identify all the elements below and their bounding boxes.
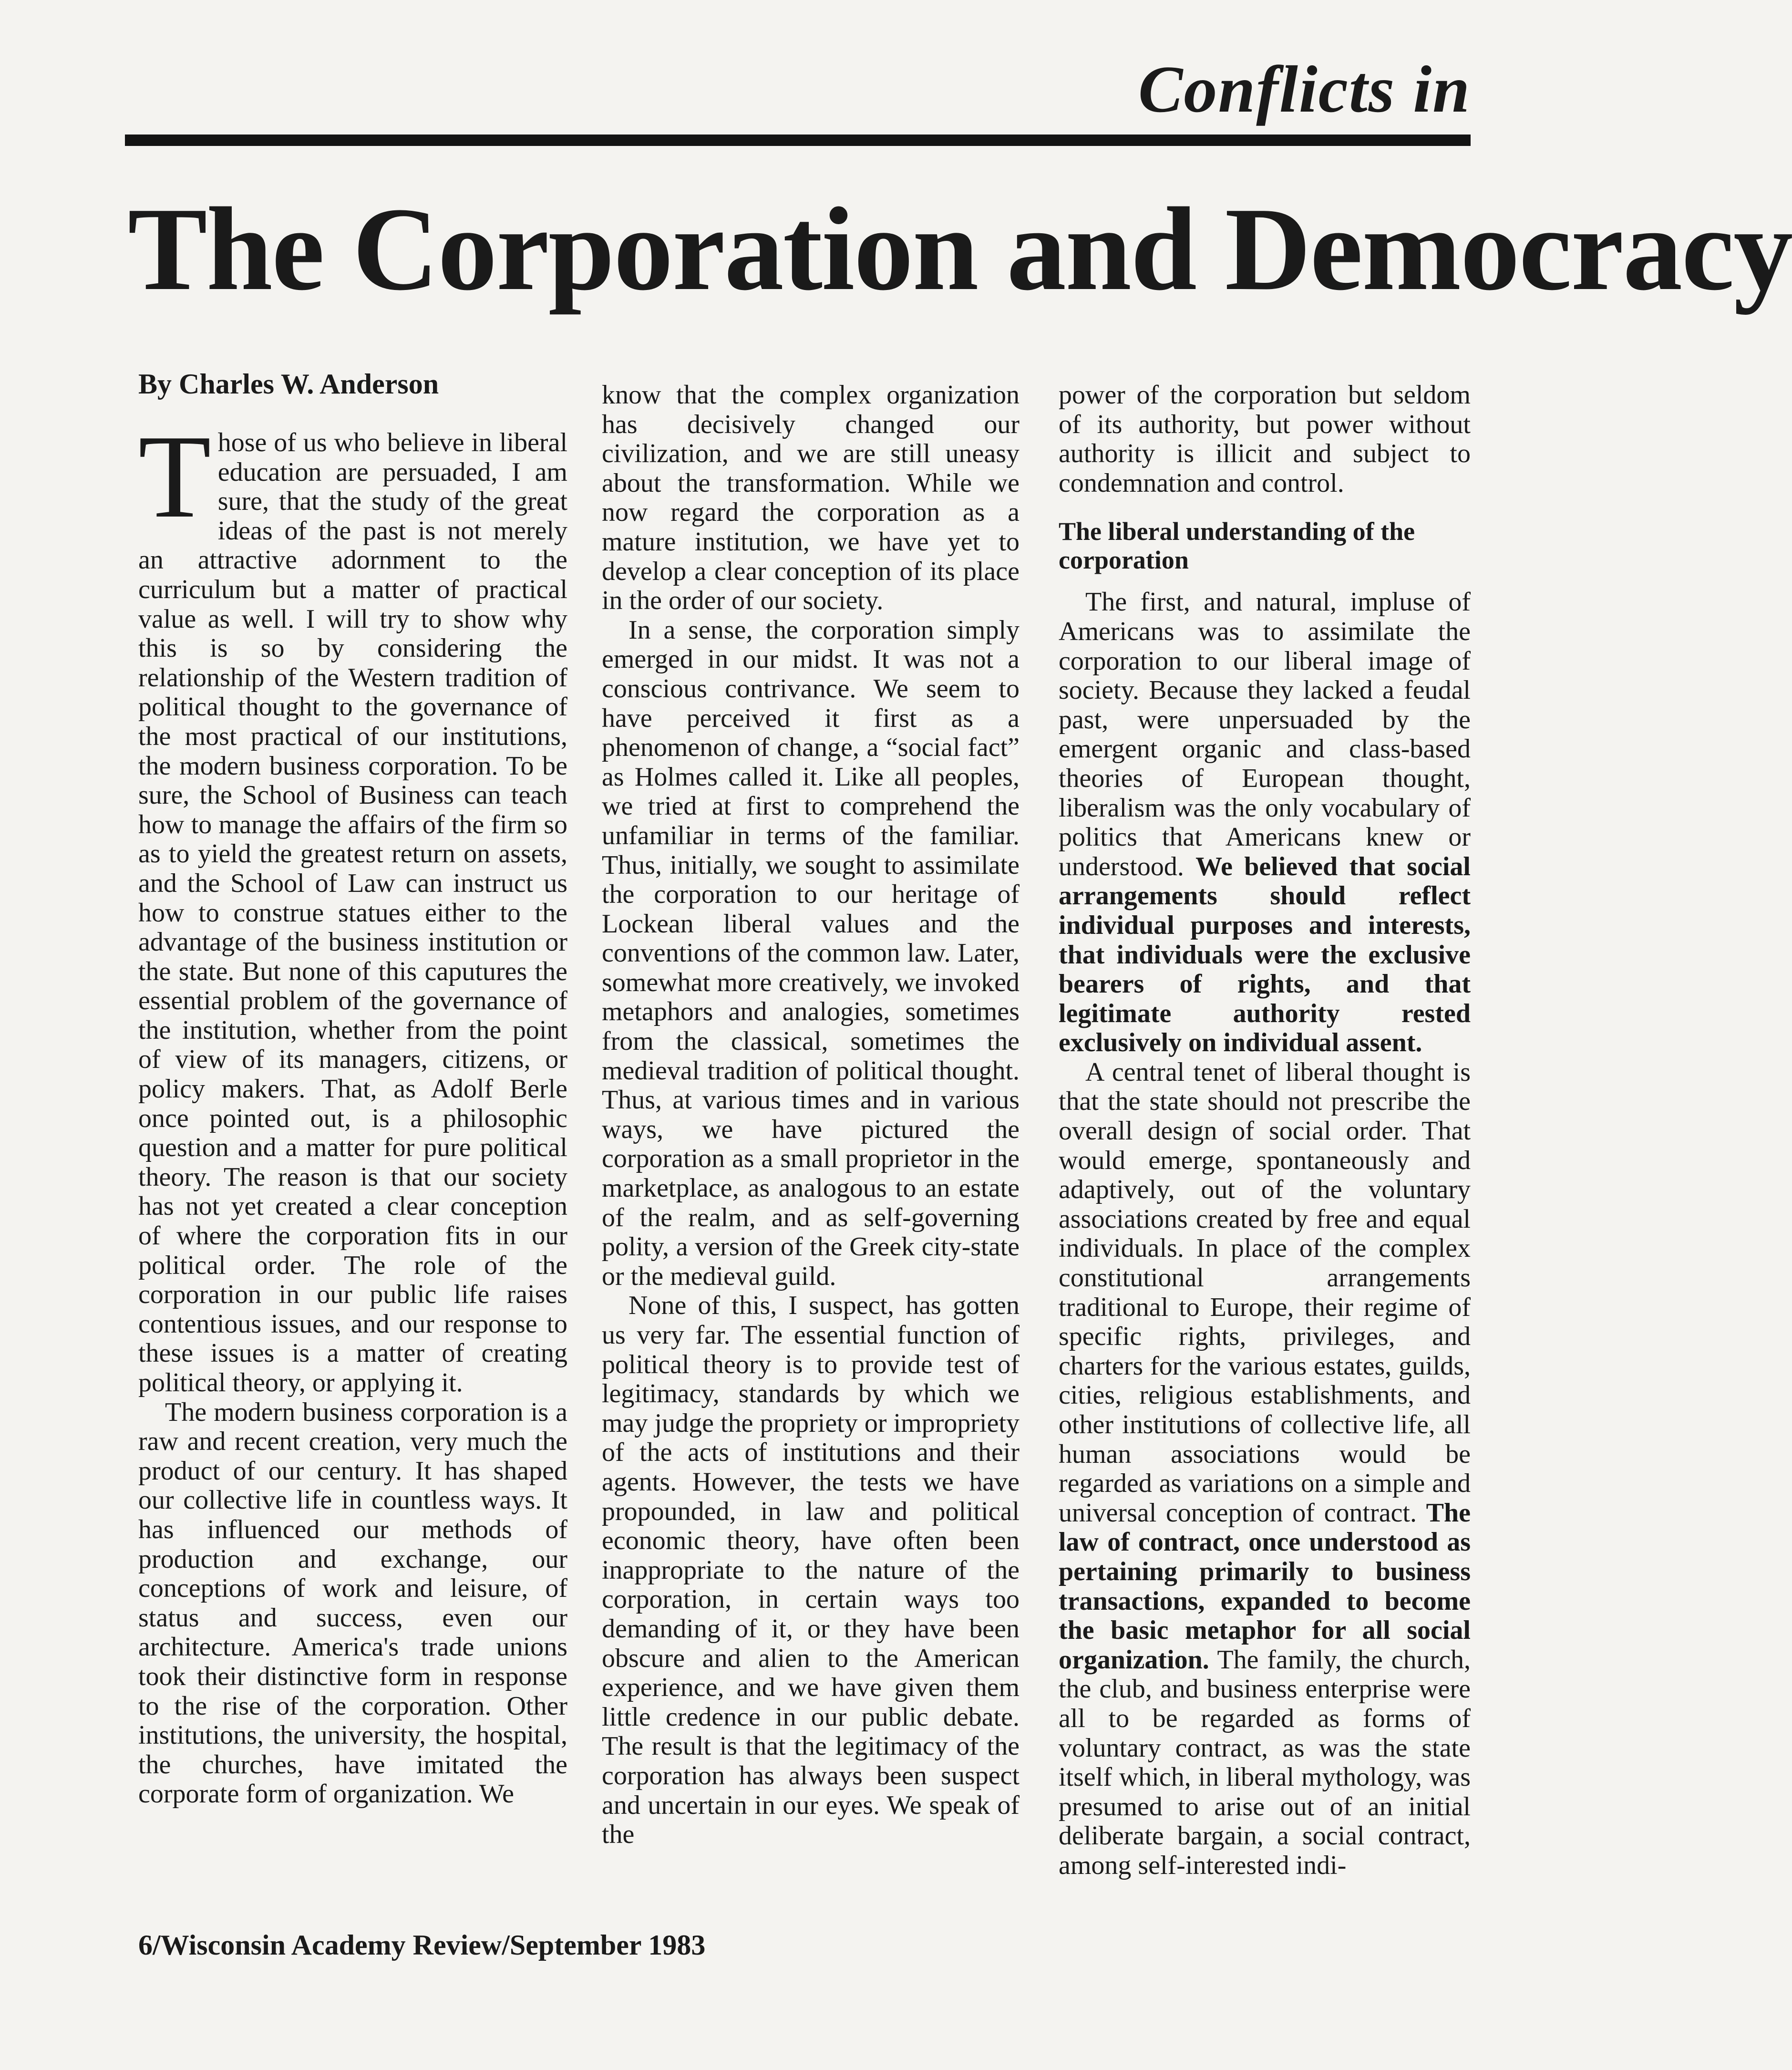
paragraph: know that the complex organization has decisively changed our civilization, and we are still uneasy about the transformation. While we now regard the corporation as a mature institution, we have yet to develop a clear conception of its place in the order of our society.	[602, 380, 1020, 616]
paragraph	[1059, 588, 1471, 1058]
paragraph-text: A central tenet of liberal thought is that the state should not prescribe the overall design of social order. That would emerge, spontaneously and adaptively, out of the voluntary associations created by free and equal individuals. In place of the complex constitutional arrangements traditional to Europe, their regime of specific rights, privileges, and charters for the various estates, guilds, cities, religious establishments, and other institutions of collective life, all human associations would be regarded as variations on a simple and universal conception of contract.	[1059, 1057, 1471, 1528]
header-rule	[125, 135, 1471, 146]
paragraph-text: The family, the church, the club, and business enterprise were all to be regarded as forms of voluntary contract, as was the state itself which, in liberal mythology, was presumed to arise out of an initial deliberate bargain, a social contract, among self-interested indi-	[1059, 1645, 1471, 1880]
emphasis-text: The law of contract, once understood as pertaining primarily to business transactions, expanded to become the basic metaphor for all social organization.	[1059, 1498, 1471, 1675]
emphasis-text: We believed that social arrangements should reflect individual purposes and interests, that individuals were the exclusive bearers of rights, and that legitimate authority rested exclusively on individual assent.	[1059, 851, 1471, 1058]
paragraph: None of this, I suspect, has gotten us very far. The essential function of political theory is to provide test of legitimacy, standards by which we may judge the propriety or impropriety of the acts of institutions and their agents. However, the tests we have propounded, in law and political economic theory, have often been inappropriate to the nature of the corporation, in certain ways too demanding of it, or they have been obscure and alien to the American experience, and we have given them little credence in our public debate. The result is that the legitimacy of the corporation has always been suspect and uncertain in our eyes. We speak of the	[602, 1291, 1020, 1850]
paragraph: power of the corporation but seldom of its authority, but power without authority is illicit and subject to condemnation and control.	[1059, 380, 1471, 498]
paragraph	[1059, 1058, 1471, 1881]
section-kicker: Conflicts in	[1138, 52, 1471, 126]
paragraph: In a sense, the corporation simply emerged in our midst. It was not a conscious contrivance. We seem to have perceived it first as a phenomenon of change, a “social fact” as Holmes called it. Like all peoples, we tried at first to comprehend the unfamiliar in terms of the familiar. Thus, initially, we sought to assimilate the corporation to our heritage of Lockean liberal values and the conventions of the common law. Later, somewhat more creatively, we invoked metaphors and analogies, sometimes from the classical, sometimes the medieval tradition of political thought. Thus, at various times and in various ways, we have pictured the corporation as a small proprietor in the marketplace, as analogous to an estate of the realm, and as self-governing polity, a version of the Greek city-state or the medieval guild.	[602, 615, 1020, 1291]
section-subhead: The liberal understanding of the corporation	[1059, 517, 1415, 575]
byline: By Charles W. Anderson	[138, 368, 439, 400]
paragraph-text: hose of us who believe in liberal education are persuaded, I am sure, that the study of the great ideas of the past is not merely an attractive adornment to the curriculum but a matter of practical value as well. I will try to show why this is so by considering the relationship of the Western tradition of political thought to the governance of the most practical of our institutions, the modern business corporation. To be sure, the School of Business can teach how to manage the affairs of the firm so as to yield the greatest return on assets, and the School of Law can instruct us how to construe statues either to the advantage of the business institution or the state. But none of this caputures the essential problem of the governance of the institution, whether from the point of view of its managers, citizens, or policy makers. That, as Adolf Berle once pointed out, is a philosophic question and a matter for pure political theory. The reason is that our society has not yet created a clear conception of where the corporation fits in our political order. The role of the corporation in our public life raises contentious issues, and our response to these issues is a matter of creating political theory, or applying it.	[138, 428, 567, 1397]
paragraph	[138, 411, 567, 1398]
drop-cap: T	[138, 411, 211, 543]
article-column-3	[1059, 381, 1471, 1881]
article-column-2	[602, 381, 1020, 1850]
page-footer: 6/Wisconsin Academy Review/September 1983	[138, 1929, 706, 1961]
headline: The Corporation and Democracy	[128, 183, 1792, 315]
article-column-1	[138, 367, 567, 1809]
paragraph: The modern business corporation is a raw and recent creation, very much the product of our century. It has shaped our collective life in countless ways. It has influenced our methods of production and exchange, our conceptions of work and leisure, of status and success, even our architecture. America's trade unions took their distinctive form in response to the rise of the corporation. Other institutions, the university, the hospital, the churches, have imitated the corporate form of organization. We	[138, 1397, 567, 1809]
paragraph-text: The first, and natural, impluse of Americans was to assimilate the corporation to our liberal image of society. Because they lacked a feudal past, were unpersuaded by the emergent organic and class-based theories of European thought, liberalism was the only vocabulary of politics that Americans knew or understood.	[1059, 587, 1471, 881]
